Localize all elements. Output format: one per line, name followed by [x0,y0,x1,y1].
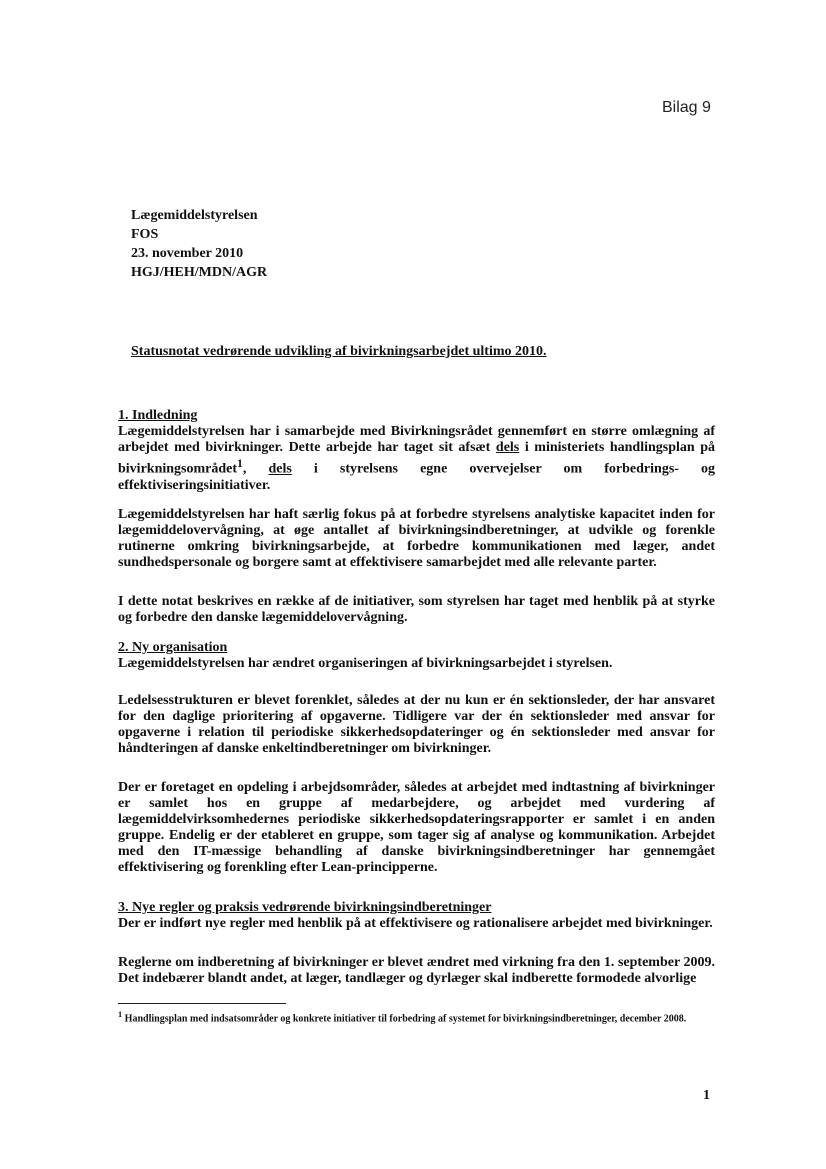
s1-p1-text-a: Lægemiddelstyrelsen har i samarbejde med Bivirkningsrådet gennemført en større omlægning af arbejdet med bivirkninger. Dette arbejde har taget sit afsæt [118,424,715,455]
s1-p1-dels-1: dels [495,440,520,455]
footnote-reference: 1 [237,457,243,470]
section-2-heading: 2. Ny organisation [118,640,228,655]
annex-label: Bilag 9 [662,99,711,116]
footnote-separator [118,1003,286,1004]
section-2-paragraph-1: Lægemiddelstyrelsen har ændret organiseringen af bivirkningsarbejdet i styrelsen. [118,656,613,671]
header-date: 23. november 2010 [131,246,244,261]
section-2 [118,640,715,672]
header-unit: FOS [131,227,159,242]
section-3 [118,900,715,932]
footnote [118,1008,708,1026]
page-number: 1 [703,1088,710,1103]
section-1-paragraph-1: Lægemiddelstyrelsen har i samarbejde med Bivirkningsrådet gennemført en større omlægning af arbejdet med bivirkninger. Dette arbejde har taget sit afsæt dels i ministeriets handlingsplan på bivirkningsområdet$^1$, dels i styrelsens egne overvejelser om forbedrings- og effektiviseringsinitiativer. [118,424,716,493]
s1-p1-dels-2: dels [268,461,292,477]
section-1-paragraph-3: I dette notat beskrives en række af de initiativer, som styrelsen har taget med henblik på at styrke og forbedre den danske lægemiddelovervågning. [118,594,715,625]
section-3-paragraph-2: Reglerne om indberetning af bivirkninger er blevet ændret med virkning fra den 1. september 2009. Det indebærer blandt andet, at læger, tandlæger og dyrlæger skal indberette formodede alvorlige [118,955,715,986]
footnote-mark: 1 [118,1010,123,1019]
document-title: Statusnotat vedrørende udvikling af bivirkningsarbejdet ultimo 2010. [131,344,547,359]
letter-header [131,206,267,282]
s1-p1-text-b: i ministeriets handlingsplan på bivirkningsområdet [118,440,716,477]
s1-p1-text-c: i styrelsens egne overvejelser om forbedrings- og effektiviseringsinitiativer. [118,461,716,493]
header-org: Lægemiddelstyrelsen [131,208,258,223]
footnote-text: Handlingsplan med indsatsområder og konkrete initiativer til forbedring af systemet for bivirkningsindberetninger, december 2008. [124,1013,687,1025]
section-3-paragraph-1: Der er indført nye regler med henblik på at effektivisere og rationalisere arbejdet med bivirkninger. [118,916,713,931]
section-2-paragraph-2: Ledelsesstrukturen er blevet forenklet, således at der nu kun er én sektionsleder, der har ansvaret for den daglige prioritering af opgaverne. Tidligere var der én sektionsleder med ansvar for opgaverne i relation til periodiske sikkerhedsopdateringer og én sektionsleder med ansvar for håndteringen af danske enkeltindberetninger om bivirkninger. [118,693,715,756]
section-1-intro [118,408,715,494]
section-1-heading: 1. Indledning [118,408,198,423]
section-1-paragraph-2: Lægemiddelstyrelsen har haft særlig fokus på at forbedre styrelsens analytiske kapacitet inden for lægemiddelovervågning, at øge antallet af bivirkningsindberetninger, at udvikle og forenkle rutinerne omkring bivirkningsarbejde, at forbedre kommunikationen med læger, andet sundhedspersonale og borgere samt at effektivisere samarbejdet med alle relevante parter. [118,507,715,570]
section-3-heading: 3. Nye regler og praksis vedrørende bivirkningsindberetninger [118,900,492,915]
section-2-paragraph-3: Der er foretaget en opdeling i arbejdsområder, således at arbejdet med indtastning af bivirkninger er samlet hos en gruppe af medarbejdere, og arbejdet med vurdering af lægemiddelvirksomhedernes periodiske sikkerhedsopdateringsrapporter er samlet i en anden gruppe. Endelig er der etableret en gruppe, som tager sig af analyse og kommunikation. Arbejdet med den IT-mæssige behandling af danske bivirkningsindberetninger har gennemgået effektivisering og forenkling efter Lean-principperne. [118,780,715,875]
header-ref: HGJ/HEH/MDN/AGR [131,265,268,280]
